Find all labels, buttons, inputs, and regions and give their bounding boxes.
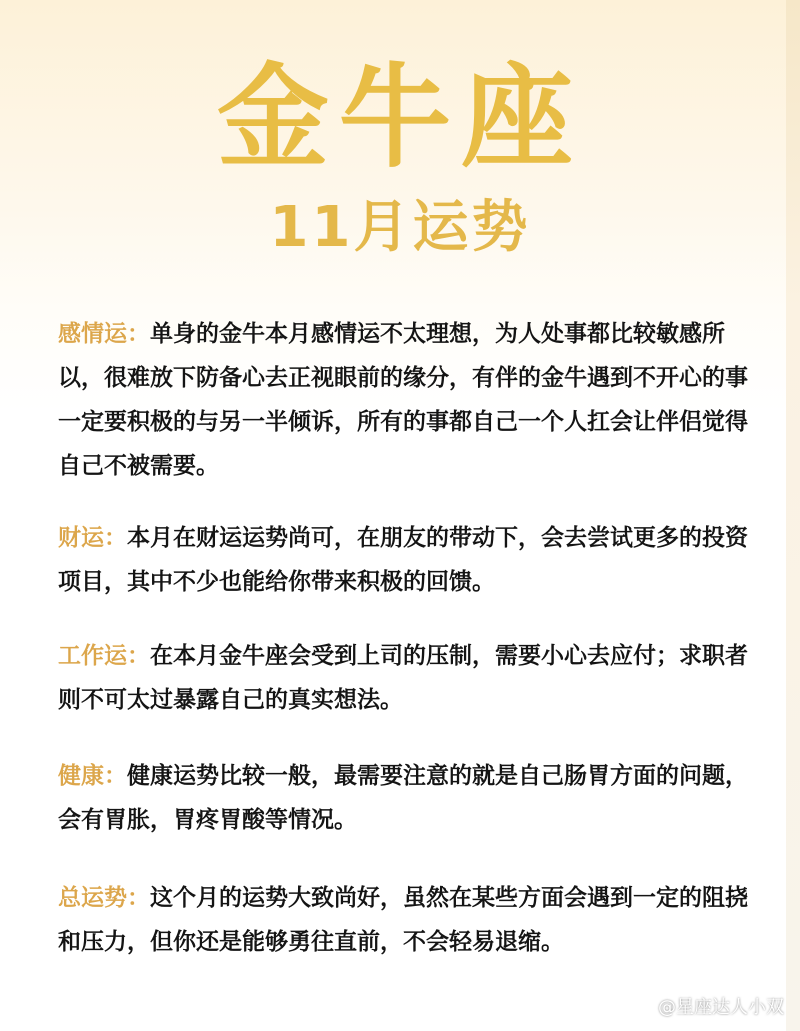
section-wealth-label: 财运：: [58, 525, 127, 551]
platform-logo-icon: [632, 995, 654, 1017]
section-health: [58, 754, 748, 842]
page-title: 金牛座: [217, 53, 583, 183]
section-career-text: 在本月金牛座会受到上司的压制，需要小心去应付；求职者则不可太过暴露自己的真实想法。: [58, 643, 748, 713]
section-love-label: 感情运：: [58, 321, 150, 347]
section-love: [58, 312, 748, 488]
section-love-text: 单身的金牛本月感情运不太理想，为人处事都比较敏感所以，很难放下防备心去正视眼前的缘分，有伴的金牛遇到不开心的事一定要积极的与另一半倾诉，所有的事都自己一个人扛会让伴侣觉得自己不被需要。: [58, 321, 748, 479]
section-overall: [58, 876, 748, 964]
watermark: [632, 993, 784, 1019]
section-career: [58, 634, 748, 722]
section-health-text: 健康运势比较一般，最需要注意的就是自己肠胃方面的问题，会有胃胀，胃疼胃酸等情况。: [58, 763, 748, 833]
section-career-label: 工作运：: [58, 643, 150, 669]
watermark-text: @星座达人小双: [658, 997, 784, 1018]
section-overall-text: 这个月的运势大致尚好，虽然在某些方面会遇到一定的阻挠和压力，但你还是能够勇往直前，不会轻易退缩。: [58, 885, 748, 955]
section-health-label: 健康：: [58, 763, 127, 789]
section-overall-label: 总运势：: [58, 885, 150, 911]
page-subtitle: 11月运势: [269, 195, 531, 260]
section-wealth-text: 本月在财运运势尚可，在朋友的带动下，会去尝试更多的投资项目，其中不少也能给你带来积极的回馈。: [58, 525, 748, 595]
section-wealth: [58, 516, 748, 604]
